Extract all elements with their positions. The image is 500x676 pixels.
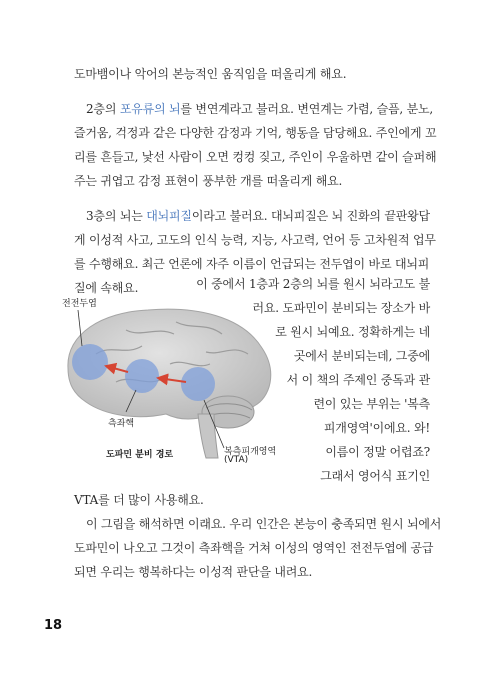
paragraph-line: 이 중에서 1층과 2층의 뇌를 원시 뇌라고도 불	[196, 277, 430, 291]
label-vta: 복측피개영역	[224, 447, 277, 457]
paragraph-line: 질에 속해요.	[74, 281, 139, 295]
frontal-region	[72, 344, 108, 380]
highlight-term: 포유류의 뇌	[119, 102, 181, 116]
paragraph-line	[86, 208, 442, 224]
paragraph-line: 곳에서 분비되는데, 그중에	[293, 349, 430, 363]
paragraph-line: VTA를 더 많이 사용해요.	[74, 493, 204, 507]
nucleus-region	[125, 359, 159, 393]
label-nucleus-accumbens: 측좌핵	[108, 419, 135, 429]
paragraph-line: 련이 있는 부위는 '복측	[313, 397, 430, 411]
paragraph-line: 서 이 책의 주제인 중독과 관	[286, 373, 430, 387]
paragraph-line: 즐거움, 걱정과 같은 다양한 감정과 기억, 행동을 담당해요. 주인에게 꼬	[74, 126, 437, 140]
paragraph-line: 이 그림을 해석하면 이래요. 우리 인간은 본능이 충족되면 원시 뇌에서	[86, 517, 442, 531]
label-frontal-lobe: 전전두엽	[62, 299, 97, 309]
paragraph-line: 되면 우리는 행복하다는 이성적 판단을 내려요.	[74, 565, 313, 579]
figure-caption: 도파민 분비 경로	[106, 450, 174, 460]
paragraph-line: 이름이 정말 어렵죠?	[325, 445, 430, 459]
paragraph-line: 그래서 영어식 표기인	[320, 469, 430, 483]
paragraph-line: 리를 흔들고, 낯선 사람이 오면 컹컹 짖고, 주인이 우울하면 같이 슬퍼해	[74, 150, 437, 164]
paragraph-line: 주는 귀엽고 감정 표현이 풍부한 개를 떠올리게 해요.	[74, 174, 343, 188]
paragraph-line: 로 원시 뇌예요. 정확하게는 네	[275, 325, 430, 339]
vta-region	[181, 367, 215, 401]
paragraph-line: 게 이성적 사고, 고도의 인식 능력, 지능, 사고력, 언어 등 고차원적 업무	[74, 233, 436, 247]
highlight-term: 대뇌피질	[146, 209, 192, 223]
brain-illustration	[56, 294, 296, 464]
text: 를 변연계라고 불러요. 변연계는 가렴, 슬픔, 분노,	[180, 102, 434, 116]
text: 이라고 불러요. 대뇌피질은 뇌 진화의 끝판왕답	[191, 209, 430, 223]
paragraph-line: 피개영역'이에요. 와!	[323, 421, 430, 435]
text: 2층의	[86, 102, 120, 116]
paragraph-line: 도마뱀이나 악어의 본능적인 움직임을 떠올리게 해요.	[74, 67, 347, 81]
label-vta-abbr: (VTA)	[224, 455, 249, 465]
paragraph-line: 를 수행해요. 최근 언론에 자주 이름이 언급되는 전두엽이 바로 대뇌피	[74, 257, 430, 271]
page-number: 18	[44, 618, 63, 633]
text: 3층의 뇌는	[86, 209, 147, 223]
brain-dopamine-figure	[56, 294, 296, 464]
paragraph-line: 도파민이 나오고 그것이 측좌핵을 거쳐 이성의 영역인 전전두엽에 공급	[74, 541, 434, 555]
paragraph-line: 러요. 도파민이 분비되는 장소가 바	[252, 301, 430, 315]
paragraph-line	[86, 101, 442, 117]
